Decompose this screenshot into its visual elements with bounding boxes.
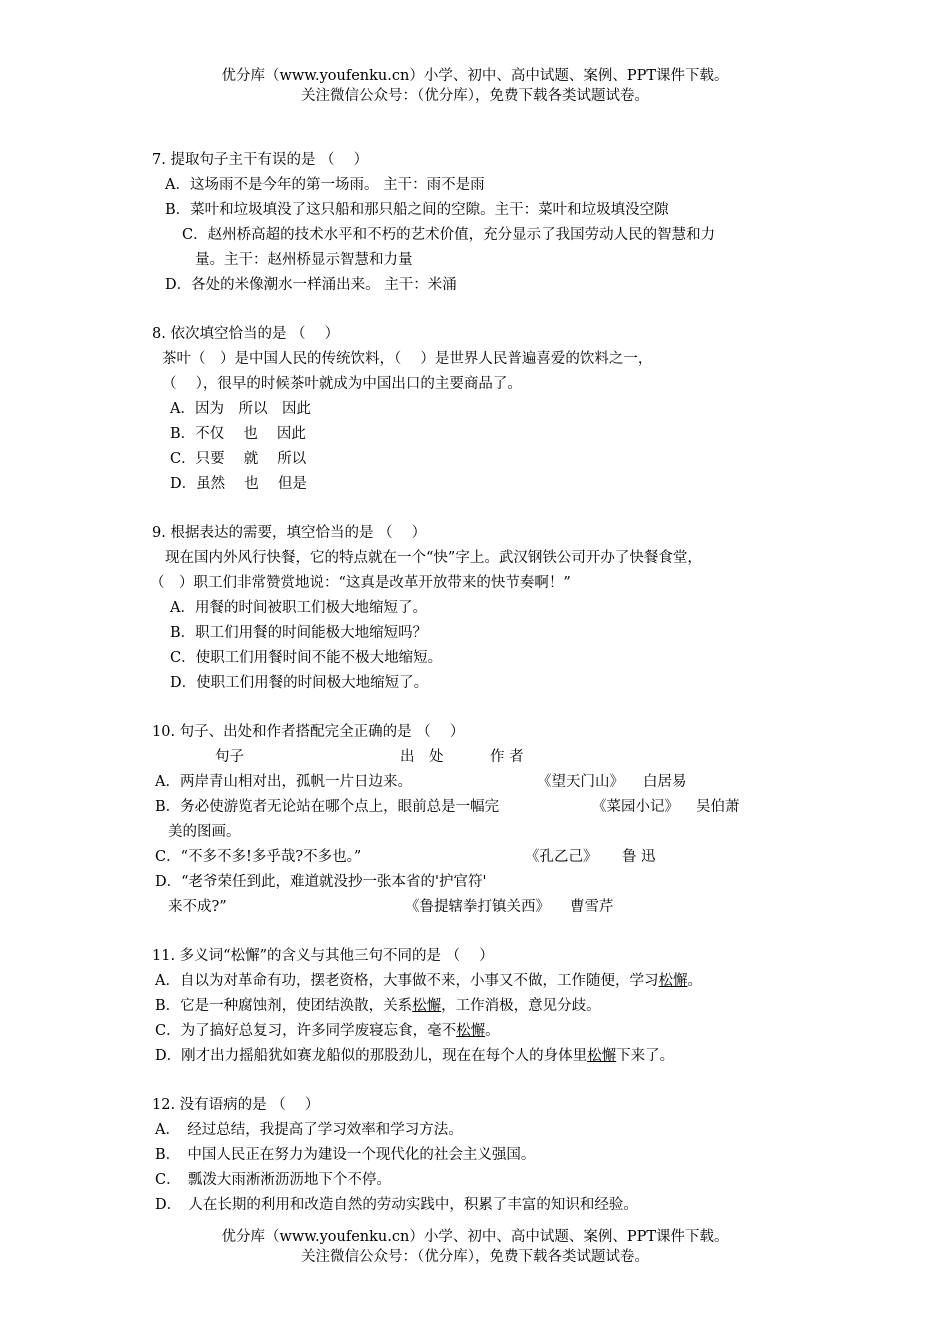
q9-stem: 9. 根据表达的需要，填空恰当的是 （ ） [152,525,427,541]
underlined-word: 松懈 [412,998,442,1014]
q8-text-1: 茶叶（ ）是中国人民的传统饮料，（ ）是世界人民普遍喜爱的饮料之一， [162,351,653,367]
q8-text-2: （ ），很早的时候茶叶就成为中国出口的主要商品了。 [162,376,522,392]
q10-option-c-author: 鲁 迅 [622,849,656,865]
q10-col-author: 作 者 [490,749,524,765]
q10-option-c-source: 《孔乙己》 [525,849,598,865]
q10-option-c-text: C．“不多不多!多乎哉?不多也。” [155,849,362,865]
q10-option-d-author: 曹雪芹 [570,899,614,915]
q11-option-a: A．自以为对革命有功，摆老资格，大事做不来，小事又不做，工作随便，学习松懈。 [155,973,702,989]
q9-option-a: A．用餐的时间被职工们极大地缩短了。 [170,600,427,616]
q9-text-2: （ ）职工们非常赞赏地说：“这真是改革开放带来的快节奏啊！” [150,575,571,591]
q10-option-d-source: 《鲁提辖拳打镇关西》 [405,899,550,915]
q8-stem: 8. 依次填空恰当的是 （ ） [152,326,340,342]
q7-stem: 7. 提取句子主干有误的是 （ ） [152,152,369,168]
q10-col-sentence: 句子 [215,749,244,765]
q10-col-source: 出 处 [400,749,444,765]
q10-stem: 10. 句子、出处和作者搭配完全正确的是 （ ） [152,724,465,740]
q11-option-b: B．它是一种腐蚀剂，使团结涣散，关系松懈，工作消极，意见分歧。 [155,998,601,1014]
q12-option-c: C． 瓢泼大雨淅淅沥沥地下个不停。 [155,1172,391,1188]
q10-option-d-text-cont: 来不成?” [168,899,227,915]
q10-option-a-text: A．两岸青山相对出，孤帆一片日边来。 [155,774,412,790]
q7-option-b: B．菜叶和垃圾填没了这只船和那只船之间的空隙。主干：菜叶和垃圾填没空隙 [165,202,669,218]
q9-option-d: D．使职工们用餐的时间极大地缩短了。 [170,675,429,691]
q10-option-a-author: 白居易 [643,774,687,790]
q7-option-d: D．各处的米像潮水一样涌出来。 主干：米涌 [165,277,457,293]
q10-option-b-source: 《菜园小记》 [592,799,679,815]
q9-text-1: 现在国内外风行快餐，它的特点就在一个“快”字上。武汉钢铁公司开办了快餐食堂， [165,550,702,566]
q7-option-c-cont: 量。主干：赵州桥显示智慧和力量 [195,252,413,268]
underlined-word: 松懈 [587,1048,617,1064]
header-line-1: 优分库（www.youfenku.cn）小学、初中、高中试题、案例、PPT课件下载。 [221,68,729,84]
underlined-word: 松懈 [658,973,688,989]
q11-stem: 11. 多义词“松懈”的含义与其他三句不同的是 （ ） [152,948,494,964]
q10-option-b-text: B．务必使游览者无论站在哪个点上，眼前总是一幅完 [155,799,500,815]
underlined-word: 松懈 [456,1023,486,1039]
q10-option-b-author: 吴伯萧 [696,799,740,815]
q11-option-d: D．刚才出力摇船犹如赛龙船似的那股劲儿，现在在每个人的身体里松懈下来了。 [155,1048,675,1064]
q9-option-c: C．使职工们用餐时间不能不极大地缩短。 [170,650,443,666]
q11-option-c: C．为了搞好总复习，许多同学废寝忘食，毫不松懈。 [155,1023,500,1039]
header-line-2: 关注微信公众号：（优分库），免费下载各类试题试卷。 [301,88,649,104]
q8-option-d: D．虽然 也 但是 [170,476,307,492]
q12-option-b: B． 中国人民正在努力为建设一个现代化的社会主义强国。 [155,1147,536,1163]
q8-option-a: A．因为 所以 因此 [170,401,311,417]
q9-option-b: B．职工们用餐的时间能极大地缩短吗？ [170,625,428,641]
q10-option-b-text-cont: 美的图画。 [168,824,241,840]
footer-line-2: 关注微信公众号：（优分库），免费下载各类试题试卷。 [301,1249,649,1265]
q12-option-d: D． 人在长期的利用和改造自然的劳动实践中，积累了丰富的知识和经验。 [155,1197,638,1213]
q7-option-c: C．赵州桥高超的技术水平和不朽的艺术价值，充分显示了我国劳动人民的智慧和力 [182,227,716,243]
footer-line-1: 优分库（www.youfenku.cn）小学、初中、高中试题、案例、PPT课件下载。 [221,1229,729,1245]
q8-option-c: C．只要 就 所以 [170,451,307,467]
q8-option-b: B．不仅 也 因此 [170,426,306,442]
q7-option-a: A．这场雨不是今年的第一场雨。 主干：雨不是雨 [165,177,485,193]
q10-option-a-source: 《望天门山》 [537,774,624,790]
q10-option-d-text: D．“老爷荣任到此，难道就没抄一张本省的'护官符' [155,874,487,890]
q12-option-a: A． 经过总结，我提高了学习效率和学习方法。 [155,1122,463,1138]
q12-stem: 12. 没有语病的是 （ ） [152,1097,320,1113]
